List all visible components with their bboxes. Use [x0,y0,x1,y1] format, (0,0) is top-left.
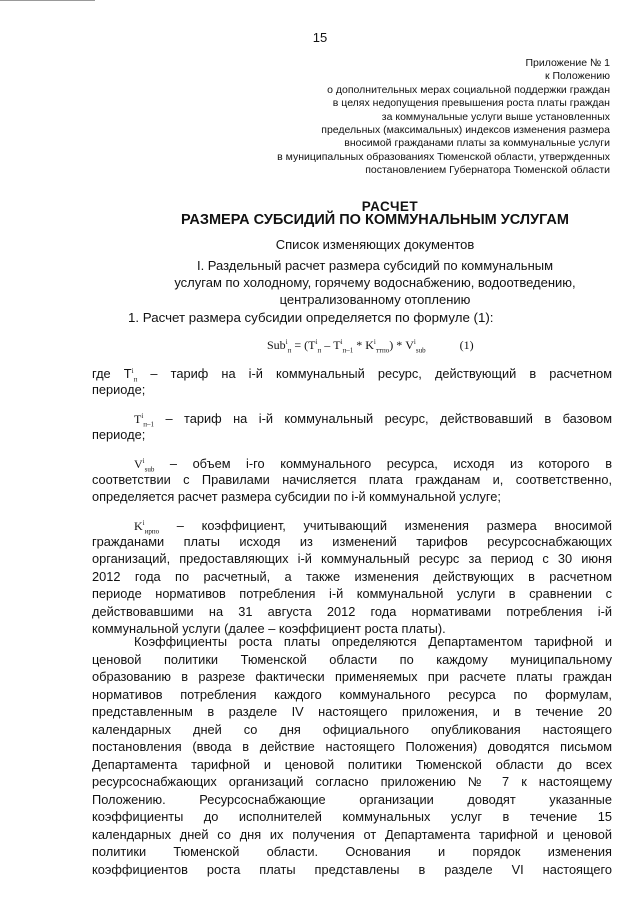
appendix-line: в целях недопущения превышения роста платы граждан [332,97,610,110]
appendix-line: предельных (максимальных) индексов изменения размера [321,124,610,137]
definition-tariff-base: $T^i_{п-1}$ – тариф на i-й коммунальный ресурс, действовавший в базовом периоде; [92,411,612,442]
document-subtitle: РАЗМЕРА СУБСИДИЙ ПО КОММУНАЛЬНЫМ УСЛУГАМ [181,212,569,228]
item-1-text: 1. Расчет размера субсидии определяется по формуле (1): [128,310,494,325]
formula-1: $Sub^i_п = (T^i_п - T^i_{п-1} * K^i_{ттпо}) * V^i_{sub}$ (1) [267,338,474,355]
appendix-line: Приложение № 1 [525,57,610,69]
document-title: РАСЧЕТ [361,199,419,214]
formula-number: (1) [459,338,474,352]
section-title-line: I. Раздельный расчет размера субсидий по коммунальным [196,258,554,273]
appendix-line: о дополнительных мерах социальной поддержки граждан [327,83,610,96]
appendix-header [180,57,610,178]
appendix-line: к Положению [544,70,610,83]
page-number: 15 [312,30,328,45]
section-title [110,257,640,308]
definition-volume: $V^i_{sub}$ – объем i-го коммунального ресурса, исходя из которого в соответствии с Правилами начисляется плата гражданам и, соответственно, определяется расчет размера субсидии по i-й коммунальной услуге; [92,456,612,504]
appendix-line: вносимой гражданами платы за коммунальные услуги [344,137,610,150]
change-list-heading: Список изменяющих документов [275,237,475,252]
definition-coefficient: $K^i_{ирпо}$ – коэффициент, учитывающий изменения размера вносимой гражданами платы исходя из изменений тарифов ресурсоснабжающих организаций, предоставляющих i-й коммунальный ресурс за период с 30 июня 2012 года по расчетный, а также изменения действующих в расчетном периоде нормативов потребления i-й коммунальной услуги в сравнении с действовавшими на 31 августа 2012 года нормативами потребления i-й коммунальной услуги (далее – коэффициент роста платы). [92,518,612,636]
section-title-line: услугам по холодному, горячему водоснабжению, водоотведению, [174,275,576,290]
section-title-line: централизованному отоплению [279,292,471,307]
appendix-line: за коммунальные услуги выше установленных [381,110,610,123]
appendix-line: в муниципальных образованиях Тюменской области, утвержденных [277,150,610,163]
top-rule [0,0,95,1]
appendix-line: постановлением Губернатора Тюменской области [365,164,610,177]
coefficients-paragraph: Коэффициенты роста платы определяются Департаментом тарифной и ценовой политики Тюменской области по каждому муниципальному образованию в разрезе фактически применяемых при расчете платы граждан нормативов потребления каждого коммунального ресурса по формулам, представленным в разделе IV настоящего приложения, и в течение 20 календарных дней со дня официального опубликования настоящего постановления (ввода в действие настоящего Положения) доводятся письмом Департамента тарифной и ценовой политики Тюменской области до всех ресурсоснабжающих организаций согласно приложению № 7 к настоящему Положению. Ресурсоснабжающие организации доводят указанные коэффициенты до исполнителей коммунальных услуг в течение 15 календарных дней со дня их получения от Департамента тарифной и ценовой политики Тюменской области. Основания и порядок изменения коэффициентов роста платы представлены в разделе VI настоящего [92,634,612,877]
definition-tariff-current: где $T^i_п$ – тариф на i-й коммунальный ресурс, действующий в расчетном периоде; [92,366,612,397]
